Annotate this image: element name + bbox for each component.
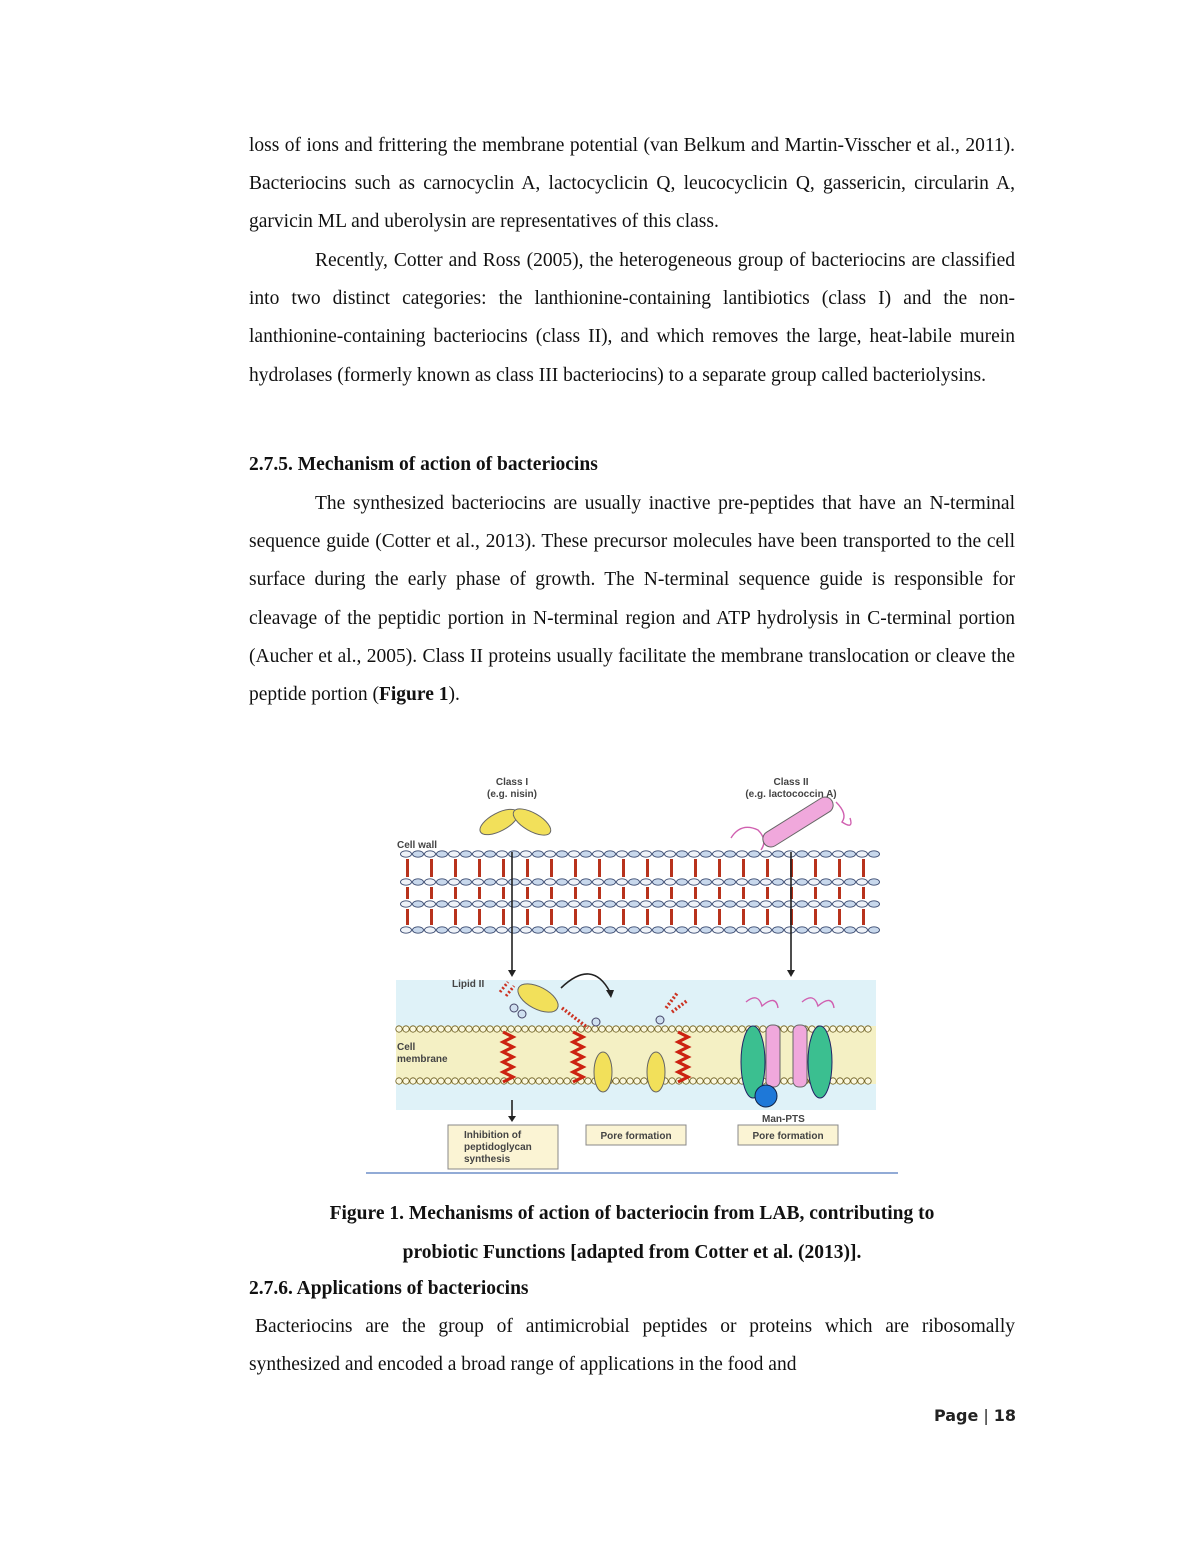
paragraph-mechanism-text: The synthesized bacteriocins are usually inactive pre-peptides that have an N-terminal sequence guide (Cotter et al., 2013). These precursor molecules have been transported to the cell surface during the early phase of growth. The N-terminal sequence guide is responsible for cleavage of the peptidic portion in N-terminal region and ATP hydrolysis in C-terminal portion (Aucher et al., 2005). Class II proteins usually facilitate the membrane translocation or cleave the peptide portion ( <box>249 493 1015 706</box>
label-cell-wall: Cell wall <box>397 840 438 851</box>
bacteriocin-mechanism-figure <box>366 770 898 1175</box>
label-inhibition-2: peptidoglycan <box>464 1142 532 1153</box>
label-class-1-example: (e.g. nisin) <box>487 789 537 800</box>
label-class-2: Class II <box>773 777 809 788</box>
label-membrane: membrane <box>397 1054 448 1065</box>
label-lipid-ii: Lipid II <box>452 979 485 990</box>
paragraph-mechanism-of-action <box>249 485 1015 714</box>
figure-caption <box>249 1194 1015 1272</box>
lactococcin-molecule <box>731 794 851 850</box>
page-number: 18 <box>993 1406 1016 1425</box>
cell-wall-layer <box>401 851 880 933</box>
label-class-2-example: (e.g. lactococcin A) <box>745 789 837 800</box>
label-cell: Cell <box>397 1042 416 1053</box>
paragraph-applications: Bacteriocins are the group of antimicrobial peptides or proteins which are ribosomally synthesized and encoded a broad range of applications in the food and <box>249 1316 1015 1376</box>
page-label: Page <box>933 1406 979 1425</box>
label-pore-formation-2: Pore formation <box>752 1131 824 1142</box>
figure-caption-line-2: probiotic Functions [adapted from Cotter et al. (2013)]. <box>402 1242 862 1263</box>
section-heading-2-7-6: 2.7.6. Applications of bacteriocins <box>249 1278 529 1299</box>
label-class-1: Class I <box>495 777 529 788</box>
paragraph-cotter-ross-classification: Recently, Cotter and Ross (2005), the heterogeneous group of bacteriocins are classified into two distinct categories: the lanthionine-containing lantibiotics (class I) and the non-lanthionine-containing bacteriocins (class II), and which removes the large, heat-labile murein hydrolases (formerly known as class III bacteriocins) to a separate group called bacteriolysins. <box>249 250 1015 386</box>
page-separator: | <box>983 1406 989 1425</box>
paragraph-class-representatives: loss of ions and frittering the membrane potential (van Belkum and Martin-Visscher et al., 2011). Bacteriocins such as carnocyclin A, lactocyclicin Q, leucocyclicin Q, gassericin, circularin A, garvicin ML and uberolysin are representatives of this class. <box>249 135 1015 233</box>
label-pore-formation-1: Pore formation <box>600 1131 672 1142</box>
label-inhibition-3: synthesis <box>464 1154 511 1165</box>
paragraph-mechanism-end: ). <box>448 684 460 706</box>
label-inhibition-1: Inhibition of <box>464 1130 522 1141</box>
figure-1-reference: Figure 1 <box>378 684 449 706</box>
page-footer <box>934 1406 1016 1425</box>
section-heading-2-7-5: 2.7.5. Mechanism of action of bacteriocins <box>249 454 598 475</box>
label-man-pts: Man-PTS <box>762 1114 805 1125</box>
figure-caption-line-1: Figure 1. Mechanisms of action of bacteriocin from LAB, contributing to <box>329 1203 935 1224</box>
nisin-molecule <box>476 804 554 841</box>
